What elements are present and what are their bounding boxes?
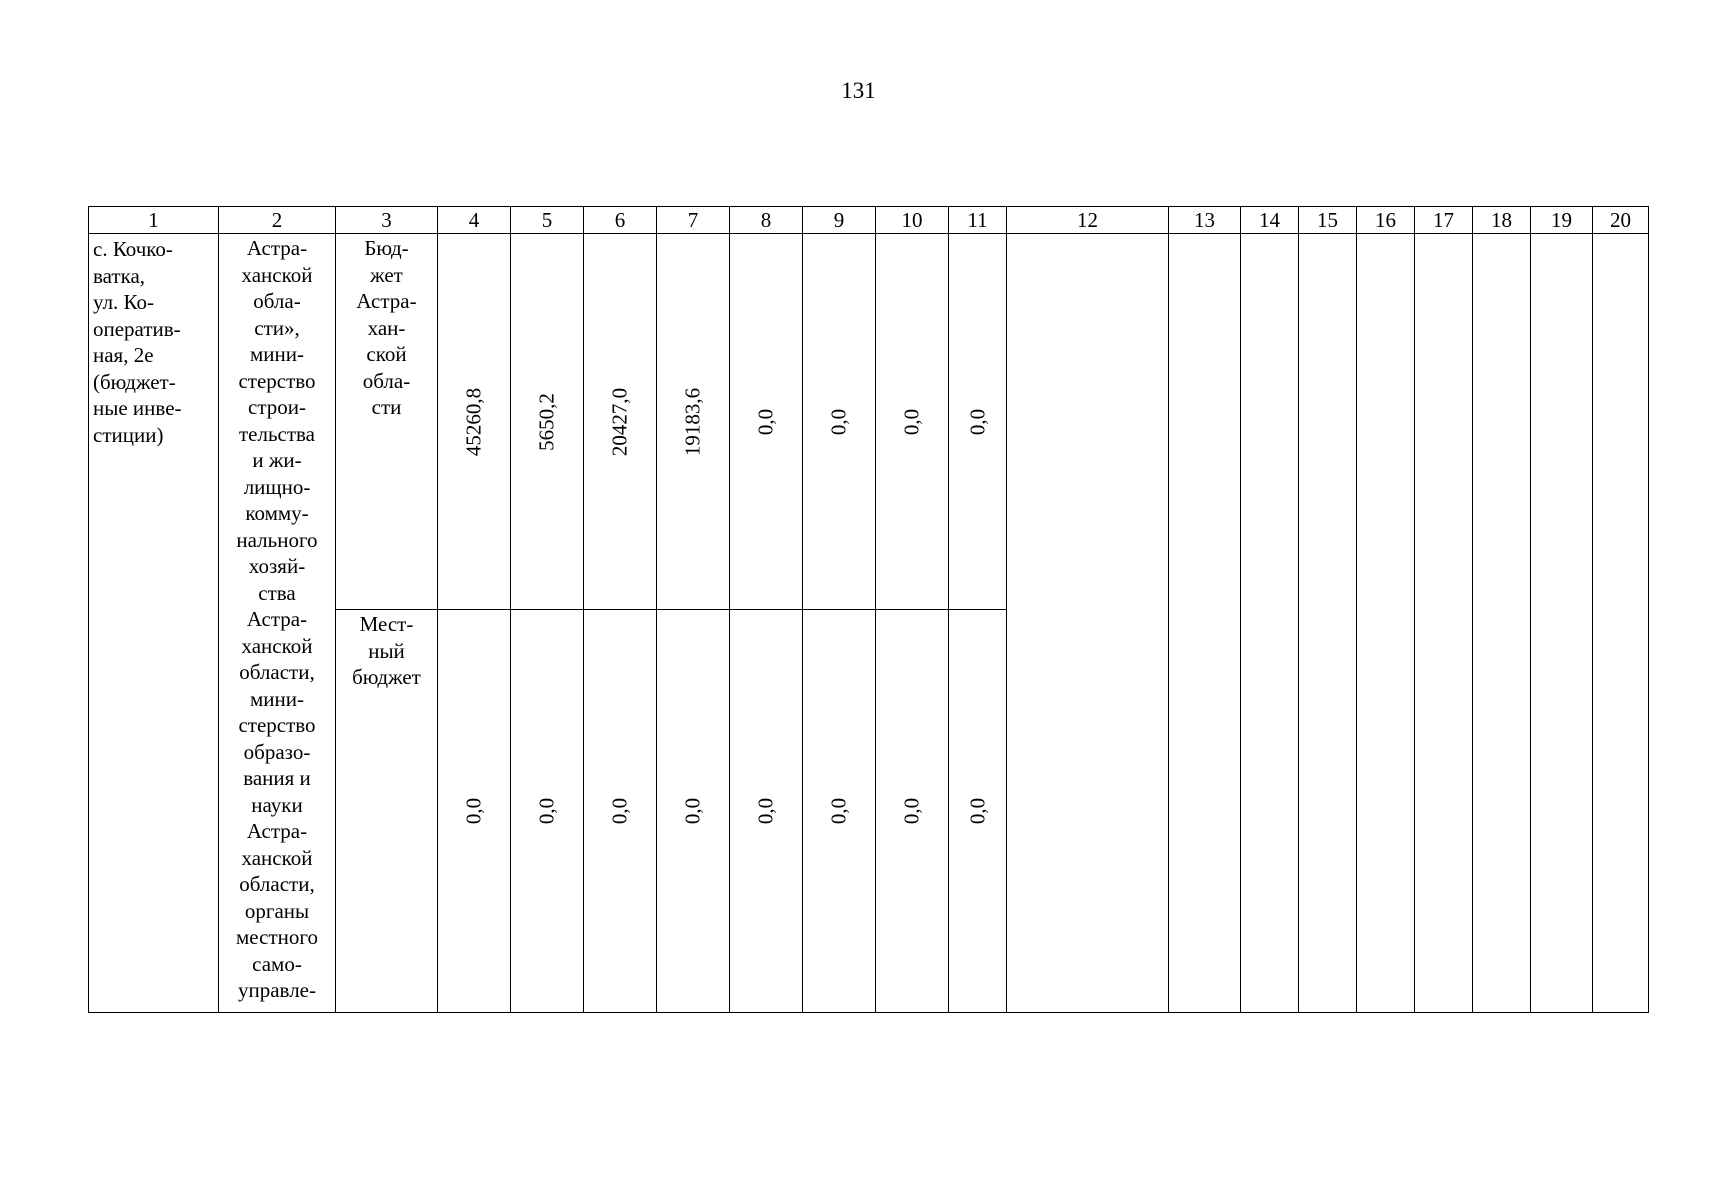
value-cell <box>876 234 949 610</box>
value: 19183,6 <box>680 387 705 456</box>
value: 0,0 <box>680 797 705 825</box>
executor-text-2 <box>221 606 333 1004</box>
text-line: сти <box>371 395 402 419</box>
text-line: с. Кочко- <box>93 237 173 261</box>
empty-cell <box>1357 234 1415 1013</box>
value: 0,0 <box>826 408 851 435</box>
funding-source-cell <box>336 234 438 610</box>
text-line: области, <box>239 872 315 896</box>
value: 0,0 <box>607 797 632 825</box>
text-line: Мест- <box>359 612 414 636</box>
text-line: бюджет <box>352 665 421 689</box>
col-header: 20 <box>1593 207 1649 234</box>
value-cell <box>584 234 657 610</box>
text-line: мини- <box>250 342 304 366</box>
text-line: ской <box>366 342 407 366</box>
object-name <box>93 236 214 448</box>
value: 0,0 <box>753 408 778 435</box>
col-header: 15 <box>1299 207 1357 234</box>
value: 0,0 <box>899 408 924 435</box>
empty-cell <box>1007 234 1169 1013</box>
value: 20427,0 <box>607 387 632 456</box>
empty-cell <box>1593 234 1649 1013</box>
text-line: ханской <box>241 633 313 658</box>
text-line: ханской <box>241 262 313 287</box>
text-line: нального <box>236 527 318 552</box>
col-header: 13 <box>1169 207 1241 234</box>
value-cell <box>438 610 511 1013</box>
col-header: 7 <box>657 207 730 234</box>
text-line: обла- <box>362 368 411 393</box>
value-cell <box>657 610 730 1013</box>
col-header: 10 <box>876 207 949 234</box>
col-header: 3 <box>336 207 438 234</box>
text-line: стиции) <box>93 422 164 447</box>
value-cell <box>511 610 584 1013</box>
value-cell <box>803 610 876 1013</box>
value: 45260,8 <box>461 387 486 456</box>
text-line: ватка, <box>93 263 146 288</box>
text-line: строи- <box>248 395 306 419</box>
text-line: (бюджет- <box>93 369 176 394</box>
value: 5650,2 <box>534 392 559 451</box>
text-line: ные инве- <box>93 396 182 420</box>
text-line: обла- <box>253 289 301 313</box>
table-row <box>89 234 1649 610</box>
col-header: 18 <box>1473 207 1531 234</box>
empty-cell <box>1241 234 1299 1013</box>
budget-table <box>88 206 1649 1013</box>
text-line: сти», <box>254 315 300 340</box>
empty-cell <box>1531 234 1593 1013</box>
text-line: ная, 2е <box>93 343 154 367</box>
col-header: 11 <box>949 207 1007 234</box>
text-line: жет <box>370 262 403 287</box>
page-number: 131 <box>841 78 876 103</box>
text-line: Астра- <box>246 236 308 260</box>
text-line: ный <box>368 638 405 663</box>
col-header: 1 <box>89 207 219 234</box>
value-cell <box>438 234 511 610</box>
value-cell <box>730 610 803 1013</box>
col-header: 2 <box>219 207 336 234</box>
col-header: 17 <box>1415 207 1473 234</box>
col-header: 14 <box>1241 207 1299 234</box>
text-line: мини- <box>250 686 304 711</box>
text-line: ул. Ко- <box>93 290 155 314</box>
value: 0,0 <box>826 797 851 825</box>
col-header: 9 <box>803 207 876 234</box>
text-line: стерство <box>238 368 316 393</box>
text-line: науки <box>251 792 303 817</box>
header-row <box>89 207 1649 234</box>
funding-source-cell <box>336 610 438 1013</box>
value: 0,0 <box>965 408 989 435</box>
value: 0,0 <box>899 797 924 825</box>
col-header: 16 <box>1357 207 1415 234</box>
col-header: 4 <box>438 207 511 234</box>
text-line: ханской <box>241 845 313 870</box>
executor-text-1 <box>221 235 333 606</box>
value-cell <box>584 610 657 1013</box>
text-line: комму- <box>245 501 309 525</box>
col-header: 6 <box>584 207 657 234</box>
empty-cell <box>1299 234 1357 1013</box>
col-header: 8 <box>730 207 803 234</box>
object-name-cell <box>89 234 219 1013</box>
text-line: вания и <box>243 766 311 790</box>
col-header: 5 <box>511 207 584 234</box>
text-line: тельства <box>238 421 315 446</box>
text-line: стерство <box>238 713 316 737</box>
text-line: Астра- <box>246 607 308 631</box>
text-line: местного <box>236 925 318 949</box>
value: 0,0 <box>534 797 559 825</box>
empty-cell <box>1473 234 1531 1013</box>
empty-cell <box>1415 234 1473 1013</box>
text-line: Астра- <box>356 289 417 313</box>
text-line: образо- <box>243 739 311 764</box>
text-line: Астра- <box>246 819 308 843</box>
text-line: ства <box>258 580 296 605</box>
value-cell <box>511 234 584 610</box>
value-cell <box>949 234 1007 610</box>
text-line: области, <box>239 660 315 684</box>
value-cell <box>803 234 876 610</box>
value: 0,0 <box>965 797 989 825</box>
text-line: оператив- <box>93 316 181 341</box>
text-line: хозяй- <box>248 554 306 578</box>
text-line: органы <box>244 898 310 923</box>
value-cell <box>657 234 730 610</box>
funding-source <box>338 235 435 421</box>
text-line: управле- <box>238 978 316 1002</box>
empty-cell <box>1169 234 1241 1013</box>
value-cell <box>876 610 949 1013</box>
value-cell <box>730 234 803 610</box>
value-cell <box>949 610 1007 1013</box>
funding-source <box>338 611 435 691</box>
col-header: 19 <box>1531 207 1593 234</box>
text-line: и жи- <box>252 448 302 472</box>
executor-cell <box>219 234 336 1013</box>
text-line: Бюд- <box>364 236 409 260</box>
text-line: само- <box>252 951 302 976</box>
text-line: хан- <box>367 315 406 340</box>
value: 0,0 <box>753 797 778 825</box>
text-line: лищно- <box>243 474 311 499</box>
col-header: 12 <box>1007 207 1169 234</box>
value: 0,0 <box>461 797 486 825</box>
